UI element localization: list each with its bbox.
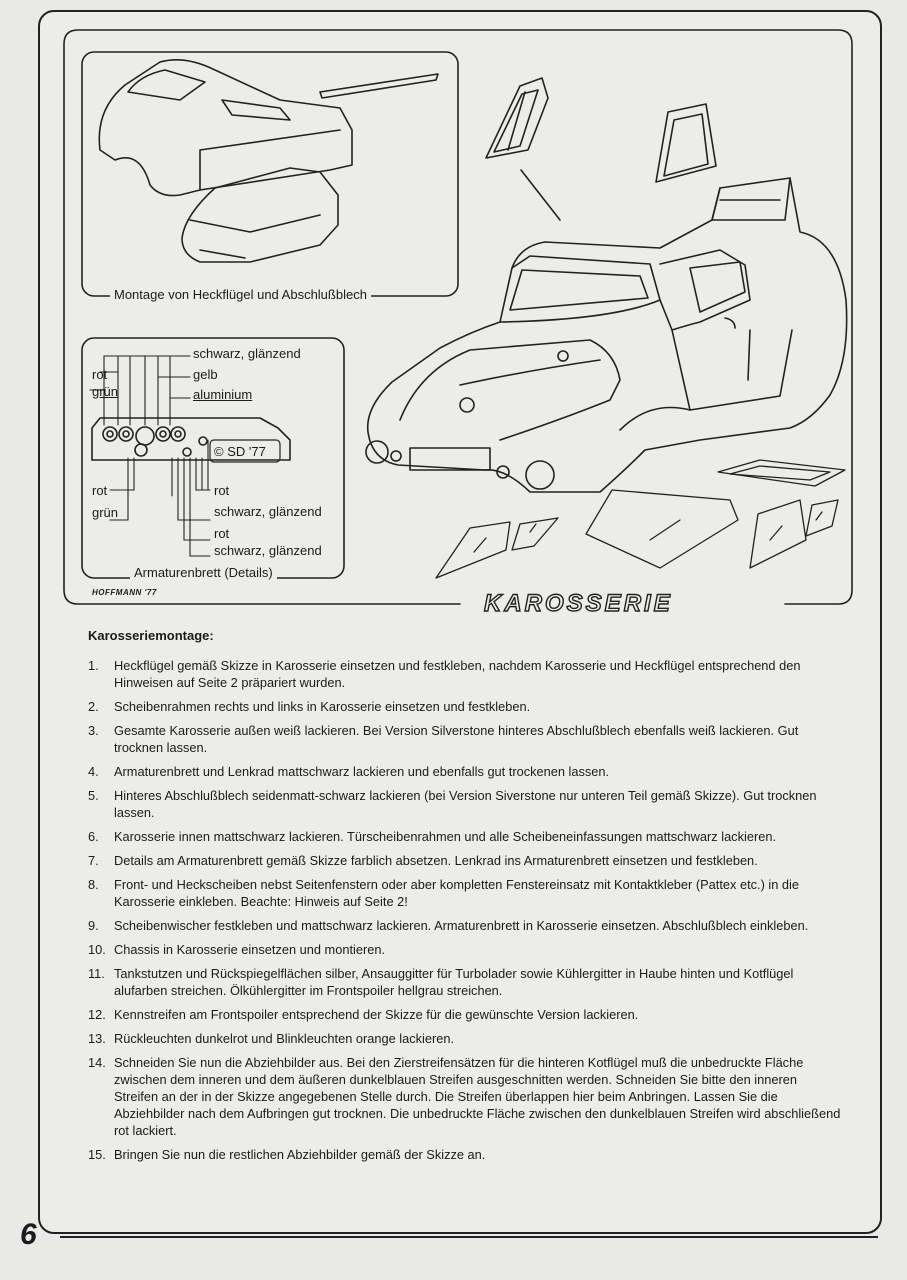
dash-caption: Armaturenbrett (Details) — [130, 565, 277, 580]
label-grun-top: grün — [92, 384, 119, 399]
step-item — [82, 941, 842, 958]
step-text: Scheibenwischer festkleben und mattschwarz lackieren. Armaturenbrett in Karosserie einsetzen. Abschlußblech einkleben. — [114, 918, 809, 933]
step-item — [82, 657, 842, 691]
label-schwarz-glanzend-top: schwarz, glänzend — [193, 346, 301, 361]
glazing-drawing — [436, 460, 845, 578]
step-text: Kennstreifen am Frontspoiler entsprechend der Skizze für die gewünschte Version lackieren. — [114, 1007, 639, 1022]
step-item — [82, 876, 842, 910]
step-item — [82, 787, 842, 821]
step-number: 13. — [88, 1031, 106, 1046]
window-frames-drawing — [486, 78, 716, 220]
step-text: Front- und Heckscheiben nebst Seitenfenstern oder aber kompletten Fenstereinsatz mit Kontaktkleber (Pattex etc.) in die Karosserie einkleben. Beachte: Hinweis auf Seite 2! — [114, 877, 799, 909]
label-rot-right-1: rot — [214, 483, 230, 498]
step-item — [82, 1030, 842, 1047]
step-number: 15. — [88, 1147, 106, 1162]
step-number: 14. — [88, 1055, 106, 1070]
assembly-heading: Karosseriemontage: — [88, 628, 214, 643]
step-number: 7. — [88, 853, 99, 868]
step-number: 5. — [88, 788, 99, 803]
step-item — [82, 852, 842, 869]
label-grun-bottom-left: grün — [92, 505, 119, 520]
step-text: Tankstutzen und Rückspiegelflächen silber, Ansauggitter für Turbolader sowie Kühlergitter in Haube hinten und Kotflügel alufarben streichen. Ölkühlergitter im Frontspoiler hellgrau streichen. — [114, 966, 794, 998]
step-text: Rückleuchten dunkelrot und Blinkleuchten orange lackieren. — [114, 1031, 455, 1046]
step-item — [82, 965, 842, 999]
step-item — [82, 1146, 842, 1163]
steps-list — [82, 657, 842, 1163]
illustrator-credit: HOFFMANN '77 — [92, 588, 157, 597]
step-number: 10. — [88, 942, 106, 957]
step-item — [82, 917, 842, 934]
step-text: Bringen Sie nun die restlichen Abziehbilder gemäß der Skizze an. — [114, 1147, 486, 1162]
step-number: 9. — [88, 918, 99, 933]
step-number: 3. — [88, 723, 99, 738]
step-text: Hinteres Abschlußblech seidenmatt-schwarz lackieren (bei Version Siverstone nur unteren Teil gemäß Skizze). Gut trocknen lassen. — [114, 788, 817, 820]
assembly-illustration — [0, 0, 907, 630]
step-item — [82, 722, 842, 756]
wing-caption: Montage von Heckflügel und Abschlußblech — [110, 287, 371, 302]
label-gelb: gelb — [193, 367, 218, 382]
page-number: 6 — [20, 1218, 37, 1251]
label-rot-right-2: rot — [214, 526, 230, 541]
step-number: 2. — [88, 699, 99, 714]
step-number: 1. — [88, 658, 99, 673]
step-item — [82, 698, 842, 715]
step-item — [82, 763, 842, 780]
step-number: 12. — [88, 1007, 106, 1022]
step-item — [82, 828, 842, 845]
label-copyright: © SD '77 — [214, 444, 266, 459]
wing-assembly-drawing — [99, 60, 438, 262]
label-aluminium: aluminium — [193, 387, 253, 402]
step-text: Schneiden Sie nun die Abziehbilder aus. Bei den Zierstreifensätzen für die hinteren Kotflügel muß die unbedruckte Fläche zwischen dem inneren und dem äußeren dunkelblauen Streifen ausgeschnitten werden. Schneiden Sie bitte den inneren Streifen an der in der Skizze angegebenen Stelle durch. Die Streifen überlappen hier beim Anbringen. Lassen Sie die Abziehbilder nach dem Aufbringen gut trocknen. Die unbedruckte Fläche zwischen den dunkelblauen Streifen wird abschließend rot lackiert. — [114, 1055, 841, 1138]
step-item — [82, 1054, 842, 1139]
label-rot-top: rot — [92, 367, 108, 382]
label-schwarz-glanzend-1: schwarz, glänzend — [214, 504, 322, 519]
step-number: 11. — [88, 966, 105, 981]
step-text: Armaturenbrett und Lenkrad mattschwarz lackieren und ebenfalls gut trockenen lassen. — [114, 764, 610, 779]
step-text: Details am Armaturenbrett gemäß Skizze farblich absetzen. Lenkrad ins Armaturenbrett einsetzen und festkleben. — [114, 853, 758, 868]
step-number: 6. — [88, 829, 99, 844]
label-schwarz-glanzend-2: schwarz, glänzend — [214, 543, 322, 558]
step-item — [82, 1006, 842, 1023]
assembly-instructions — [82, 628, 842, 1170]
label-rot-bottom-left: rot — [92, 483, 108, 498]
step-text: Chassis in Karosserie einsetzen und montieren. — [114, 942, 386, 957]
step-text: Heckflügel gemäß Skizze in Karosserie einsetzen und festkleben, nachdem Karosserie und Heckflügel entsprechend den Hinweisen auf Seite 2 präpariert wurden. — [114, 658, 801, 690]
step-text: Karosserie innen mattschwarz lackieren. Türscheibenrahmen und alle Scheibeneinfassungen mattschwarz lackieren. — [114, 829, 776, 844]
step-text: Scheibenrahmen rechts und links in Karosserie einsetzen und festkleben. — [114, 699, 531, 714]
step-text: Gesamte Karosserie außen weiß lackieren. Bei Version Silverstone hinteres Abschlußblech ebenfalls weiß lackieren. Gut trocknen lassen. — [114, 723, 799, 755]
section-title: KAROSSERIE — [478, 590, 679, 618]
car-body-drawing — [366, 178, 847, 492]
step-number: 8. — [88, 877, 99, 892]
step-number: 4. — [88, 764, 99, 779]
bottom-rule — [60, 1236, 878, 1238]
